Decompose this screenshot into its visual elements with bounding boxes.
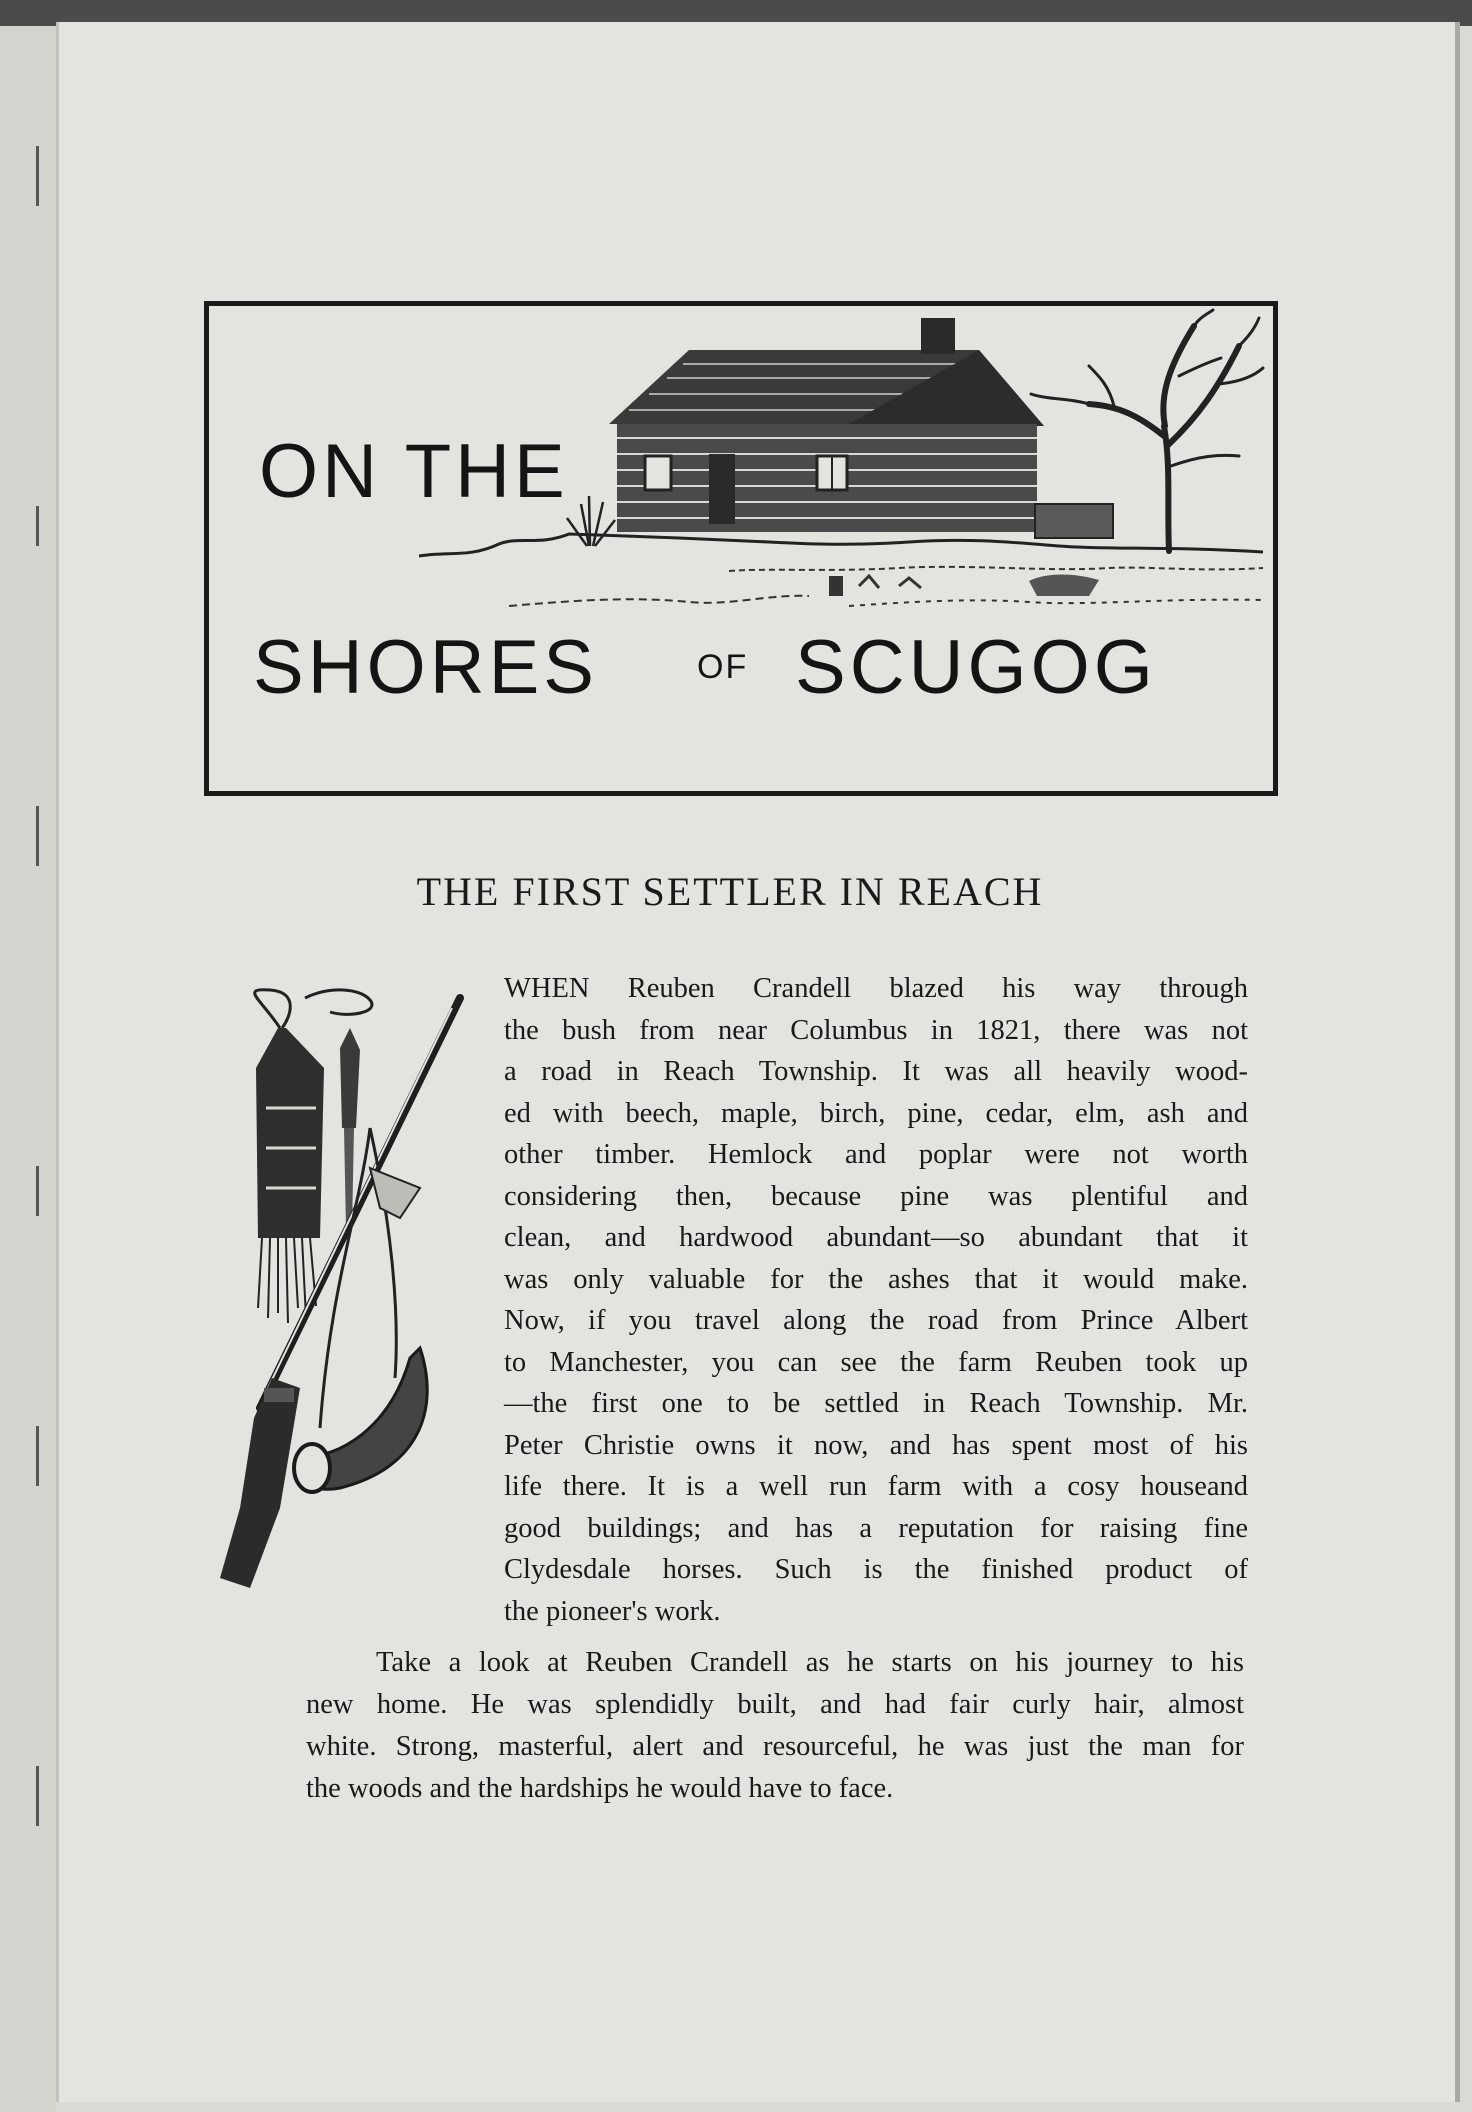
title-word-shores: SHORES	[253, 625, 598, 710]
text-line: to Manchester, you can see the farm Reuben took up	[504, 1346, 1248, 1378]
text-line: the woods and the hardships he would have to face.	[306, 1773, 894, 1804]
text-line: the pioneer's work.	[504, 1595, 721, 1627]
paragraph-1	[504, 968, 1248, 1632]
title-banner	[204, 301, 1278, 796]
text-line: was only valuable for the ashes that it would make.	[504, 1263, 1248, 1295]
text-line: the bush from near Columbus in 1821, there was not	[504, 1014, 1248, 1046]
title-word-of: OF	[697, 648, 749, 686]
text-line: clean, and hardwood abundant—so abundant that it	[504, 1222, 1248, 1253]
rifle-powder-horn-illustration	[220, 988, 490, 1588]
text-line: Clydesdale horses. Such is the finished product of	[504, 1554, 1248, 1585]
text-line: ed with beech, maple, birch, pine, cedar, elm, ash and	[504, 1097, 1248, 1129]
chapter-heading: THE FIRST SETTLER IN REACH	[416, 869, 1044, 914]
title-word-scugog: SCUGOG	[795, 625, 1157, 710]
text-line: Now, if you travel along the road from Prince Albert	[504, 1305, 1248, 1336]
text-line: white. Strong, masterful, alert and resourceful, he was just the man for	[306, 1731, 1244, 1762]
log-cabin-illustration	[209, 306, 1273, 791]
text-line: Peter Christie owns it now, and has spent most of his	[504, 1429, 1248, 1461]
text-line: life there. It is a well run farm with a cosy houseand	[504, 1471, 1248, 1502]
text-line: WHEN Reuben Crandell blazed his way through	[504, 973, 1248, 1004]
text-line: new home. He was splendidly built, and had fair curly hair, almost	[306, 1689, 1244, 1720]
text-line: a road in Reach Township. It was all heavily wood-	[504, 1056, 1248, 1087]
text-line: other timber. Hemlock and poplar were not worth	[504, 1139, 1248, 1170]
text-line: Take a look at Reuben Crandell as he starts on his journey to his	[376, 1647, 1244, 1678]
paragraph-2	[236, 1642, 1244, 1810]
text-line: —the first one to be settled in Reach Township. Mr.	[504, 1388, 1248, 1419]
text-line: considering then, because pine was plentiful and	[504, 1180, 1248, 1212]
text-line: good buildings; and has a reputation for raising fine	[504, 1512, 1248, 1544]
title-line-on-the: ON THE	[259, 429, 569, 514]
book-gutter	[0, 26, 56, 2112]
